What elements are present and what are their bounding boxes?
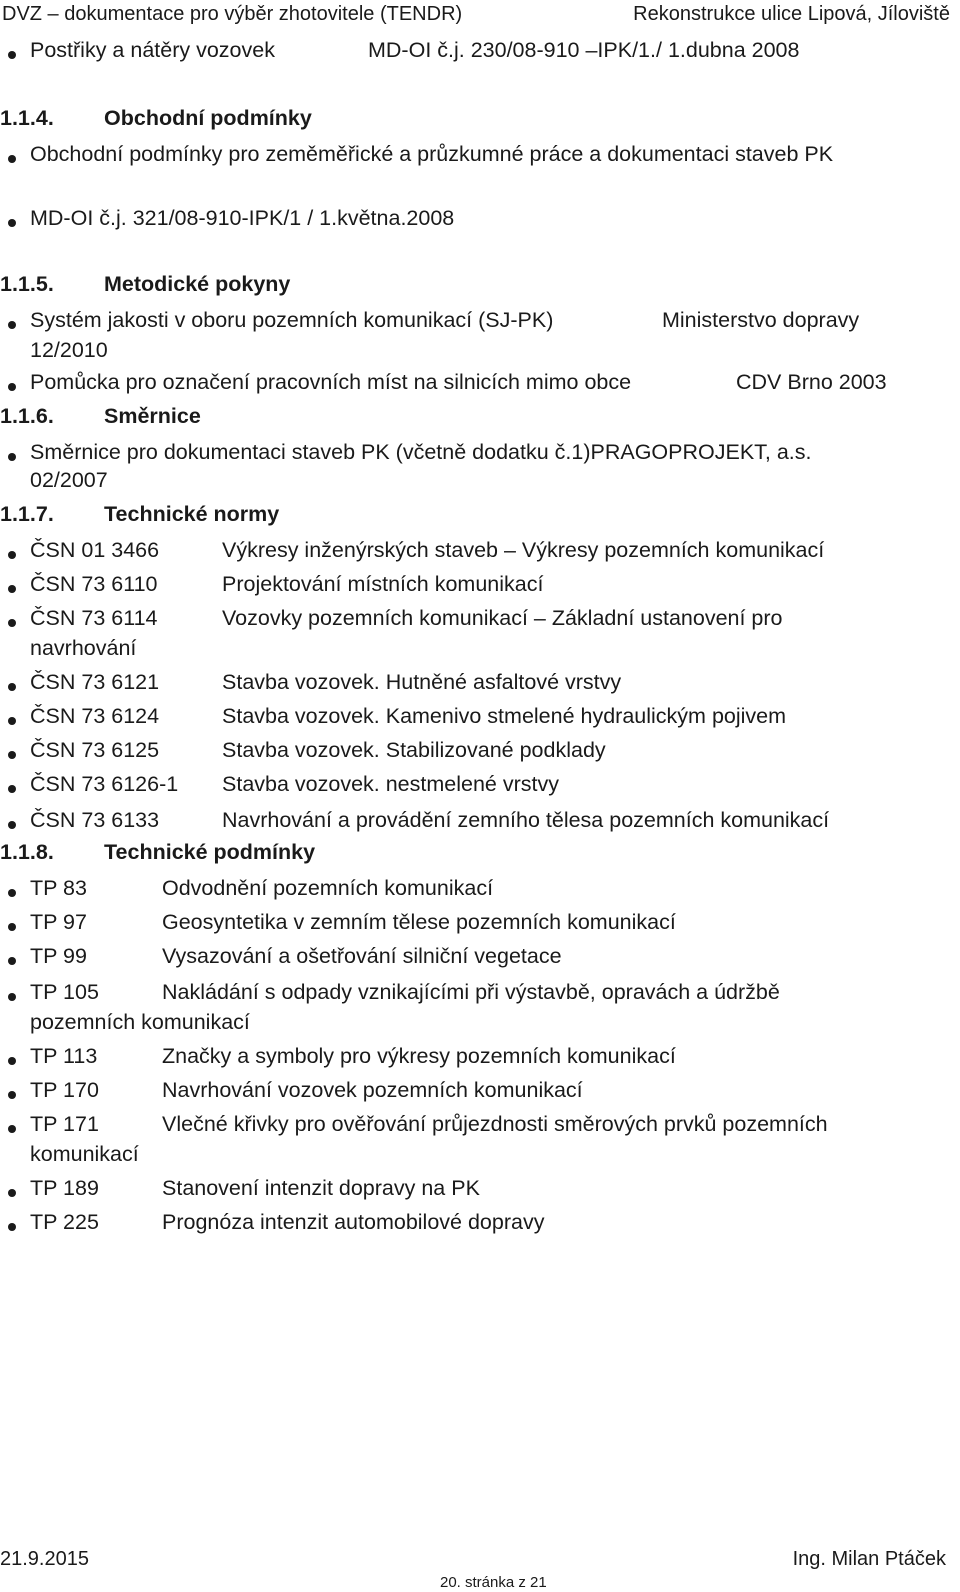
bullet-icon: [8, 1125, 16, 1133]
list-item-code: ČSN 73 6126-1: [30, 772, 179, 796]
list-item-reference: MD-OI č.j. 230/08-910 –IPK/1./ 1.dubna 2008: [368, 38, 800, 62]
page-header: [0, 0, 960, 30]
list-item-code: ČSN 73 6110: [30, 572, 158, 596]
list-item-description: Vlečné křivky pro ověřování průjezdnosti směrových prvků pozemních: [162, 1112, 828, 1136]
list-item-code: ČSN 73 6114: [30, 606, 158, 630]
bullet-icon: [8, 821, 16, 829]
section-title: Směrnice: [104, 404, 201, 428]
section-number: 1.1.7.: [0, 502, 54, 526]
list-item-description: Stavba vozovek. Stabilizované podklady: [222, 738, 606, 762]
bullet-icon: [8, 717, 16, 725]
bullet-icon: [8, 1223, 16, 1231]
bullet-icon: [8, 619, 16, 627]
list-item-text: 12/2010: [30, 338, 108, 362]
list-item-description: pozemních komunikací: [30, 1010, 250, 1034]
bullet-icon: [8, 683, 16, 691]
list-item-description: Prognóza intenzit automobilové dopravy: [162, 1210, 545, 1234]
section-number: 1.1.6.: [0, 404, 54, 428]
list-item-description: Stanovení intenzit dopravy na PK: [162, 1176, 480, 1200]
section-number: 1.1.8.: [0, 840, 54, 864]
section-title: Obchodní podmínky: [104, 106, 312, 130]
bullet-icon: [8, 1057, 16, 1065]
list-item-description: Nakládání s odpady vznikajícími při výstavbě, opravách a údržbě: [162, 980, 780, 1004]
list-item-description: Výkresy inženýrských staveb – Výkresy pozemních komunikací: [222, 538, 825, 562]
list-item-code: TP 170: [30, 1078, 99, 1102]
bullet-icon: [8, 219, 16, 227]
list-item-code: ČSN 73 6124: [30, 704, 160, 728]
list-item-description: Vysazování a ošetřování silniční vegetace: [162, 944, 562, 968]
list-item-code: TP 83: [30, 876, 87, 900]
list-item-code: TP 189: [30, 1176, 99, 1200]
list-item-description: Projektování místních komunikací: [222, 572, 544, 596]
bullet-icon: [8, 51, 16, 59]
footer-page-number: 20. stránka z 21: [440, 1574, 547, 1591]
list-item-description: Stavba vozovek. Hutněné asfaltové vrstvy: [222, 670, 622, 694]
section-number: 1.1.4.: [0, 106, 54, 130]
bullet-icon: [8, 383, 16, 391]
bullet-icon: [8, 785, 16, 793]
list-item-description: Stavba vozovek. nestmelené vrstvy: [222, 772, 559, 796]
bullet-icon: [8, 993, 16, 1001]
list-item-text: Pomůcka pro označení pracovních míst na silnicích mimo obce: [30, 370, 632, 394]
list-item-code: ČSN 01 3466: [30, 538, 160, 562]
list-item-description: Stavba vozovek. Kamenivo stmelené hydraulickým pojivem: [222, 704, 787, 728]
list-item-code: ČSN 73 6125: [30, 738, 160, 762]
bullet-icon: [8, 1189, 16, 1197]
list-item-code: ČSN 73 6133: [30, 808, 160, 832]
bullet-icon: [8, 321, 16, 329]
list-item-text: 02/2007: [30, 468, 108, 492]
list-item-reference: Ministerstvo dopravy: [662, 308, 860, 332]
list-item-description: Geosyntetika v zemním tělese pozemních komunikací: [162, 910, 676, 934]
list-item-text: Postřiky a nátěry vozovek: [30, 38, 275, 62]
bullet-icon: [8, 957, 16, 965]
list-item-description: Navrhování vozovek pozemních komunikací: [162, 1078, 583, 1102]
bullet-icon: [8, 923, 16, 931]
list-item-code: TP 97: [30, 910, 87, 934]
list-item-text: Směrnice pro dokumentaci staveb PK (včetně dodatku č.1)PRAGOPROJEKT, a.s.: [30, 440, 812, 464]
footer-author: Ing. Milan Ptáček: [792, 1548, 946, 1570]
list-item-text: Obchodní podmínky pro zeměměřické a průzkumné práce a dokumentaci staveb PK: [30, 142, 834, 166]
section-number: 1.1.5.: [0, 272, 54, 296]
bullet-icon: [8, 551, 16, 559]
list-item-code: TP 113: [30, 1044, 98, 1068]
list-item-code: TP 171: [30, 1112, 99, 1136]
list-item-description: komunikací: [30, 1142, 139, 1166]
bullet-icon: [8, 751, 16, 759]
section-title: Technické podmínky: [104, 840, 316, 864]
list-item-description: Značky a symboly pro výkresy pozemních komunikací: [162, 1044, 676, 1068]
header-document-title: DVZ – dokumentace pro výběr zhotovitele (TENDR): [2, 3, 463, 25]
footer-date: 21.9.2015: [0, 1548, 89, 1570]
list-item-reference: CDV Brno 2003: [736, 370, 887, 394]
bullet-icon: [8, 889, 16, 897]
list-item-description: Navrhování a provádění zemního tělesa pozemních komunikací: [222, 808, 830, 832]
bullet-icon: [8, 155, 16, 163]
list-item-code: ČSN 73 6121: [30, 670, 160, 694]
list-item-code: TP 225: [30, 1210, 99, 1234]
bullet-icon: [8, 1091, 16, 1099]
list-item-code: TP 99: [30, 944, 87, 968]
header-project-title: Rekonstrukce ulice Lipová, Jíloviště: [633, 3, 950, 25]
section-title: Technické normy: [104, 502, 280, 526]
section-title: Metodické pokyny: [104, 272, 291, 296]
bullet-icon: [8, 585, 16, 593]
list-item-code: TP 105: [30, 980, 99, 1004]
list-item-description: Vozovky pozemních komunikací – Základní ustanovení pro: [222, 606, 783, 630]
list-item-text: Systém jakosti v oboru pozemních komunikací (SJ-PK): [30, 308, 554, 332]
list-item-description: Odvodnění pozemních komunikací: [162, 876, 494, 900]
bullet-icon: [8, 453, 16, 461]
list-item-text: MD-OI č.j. 321/08-910-IPK/1 / 1.května.2008: [30, 206, 455, 230]
list-item-description: navrhování: [30, 636, 137, 660]
